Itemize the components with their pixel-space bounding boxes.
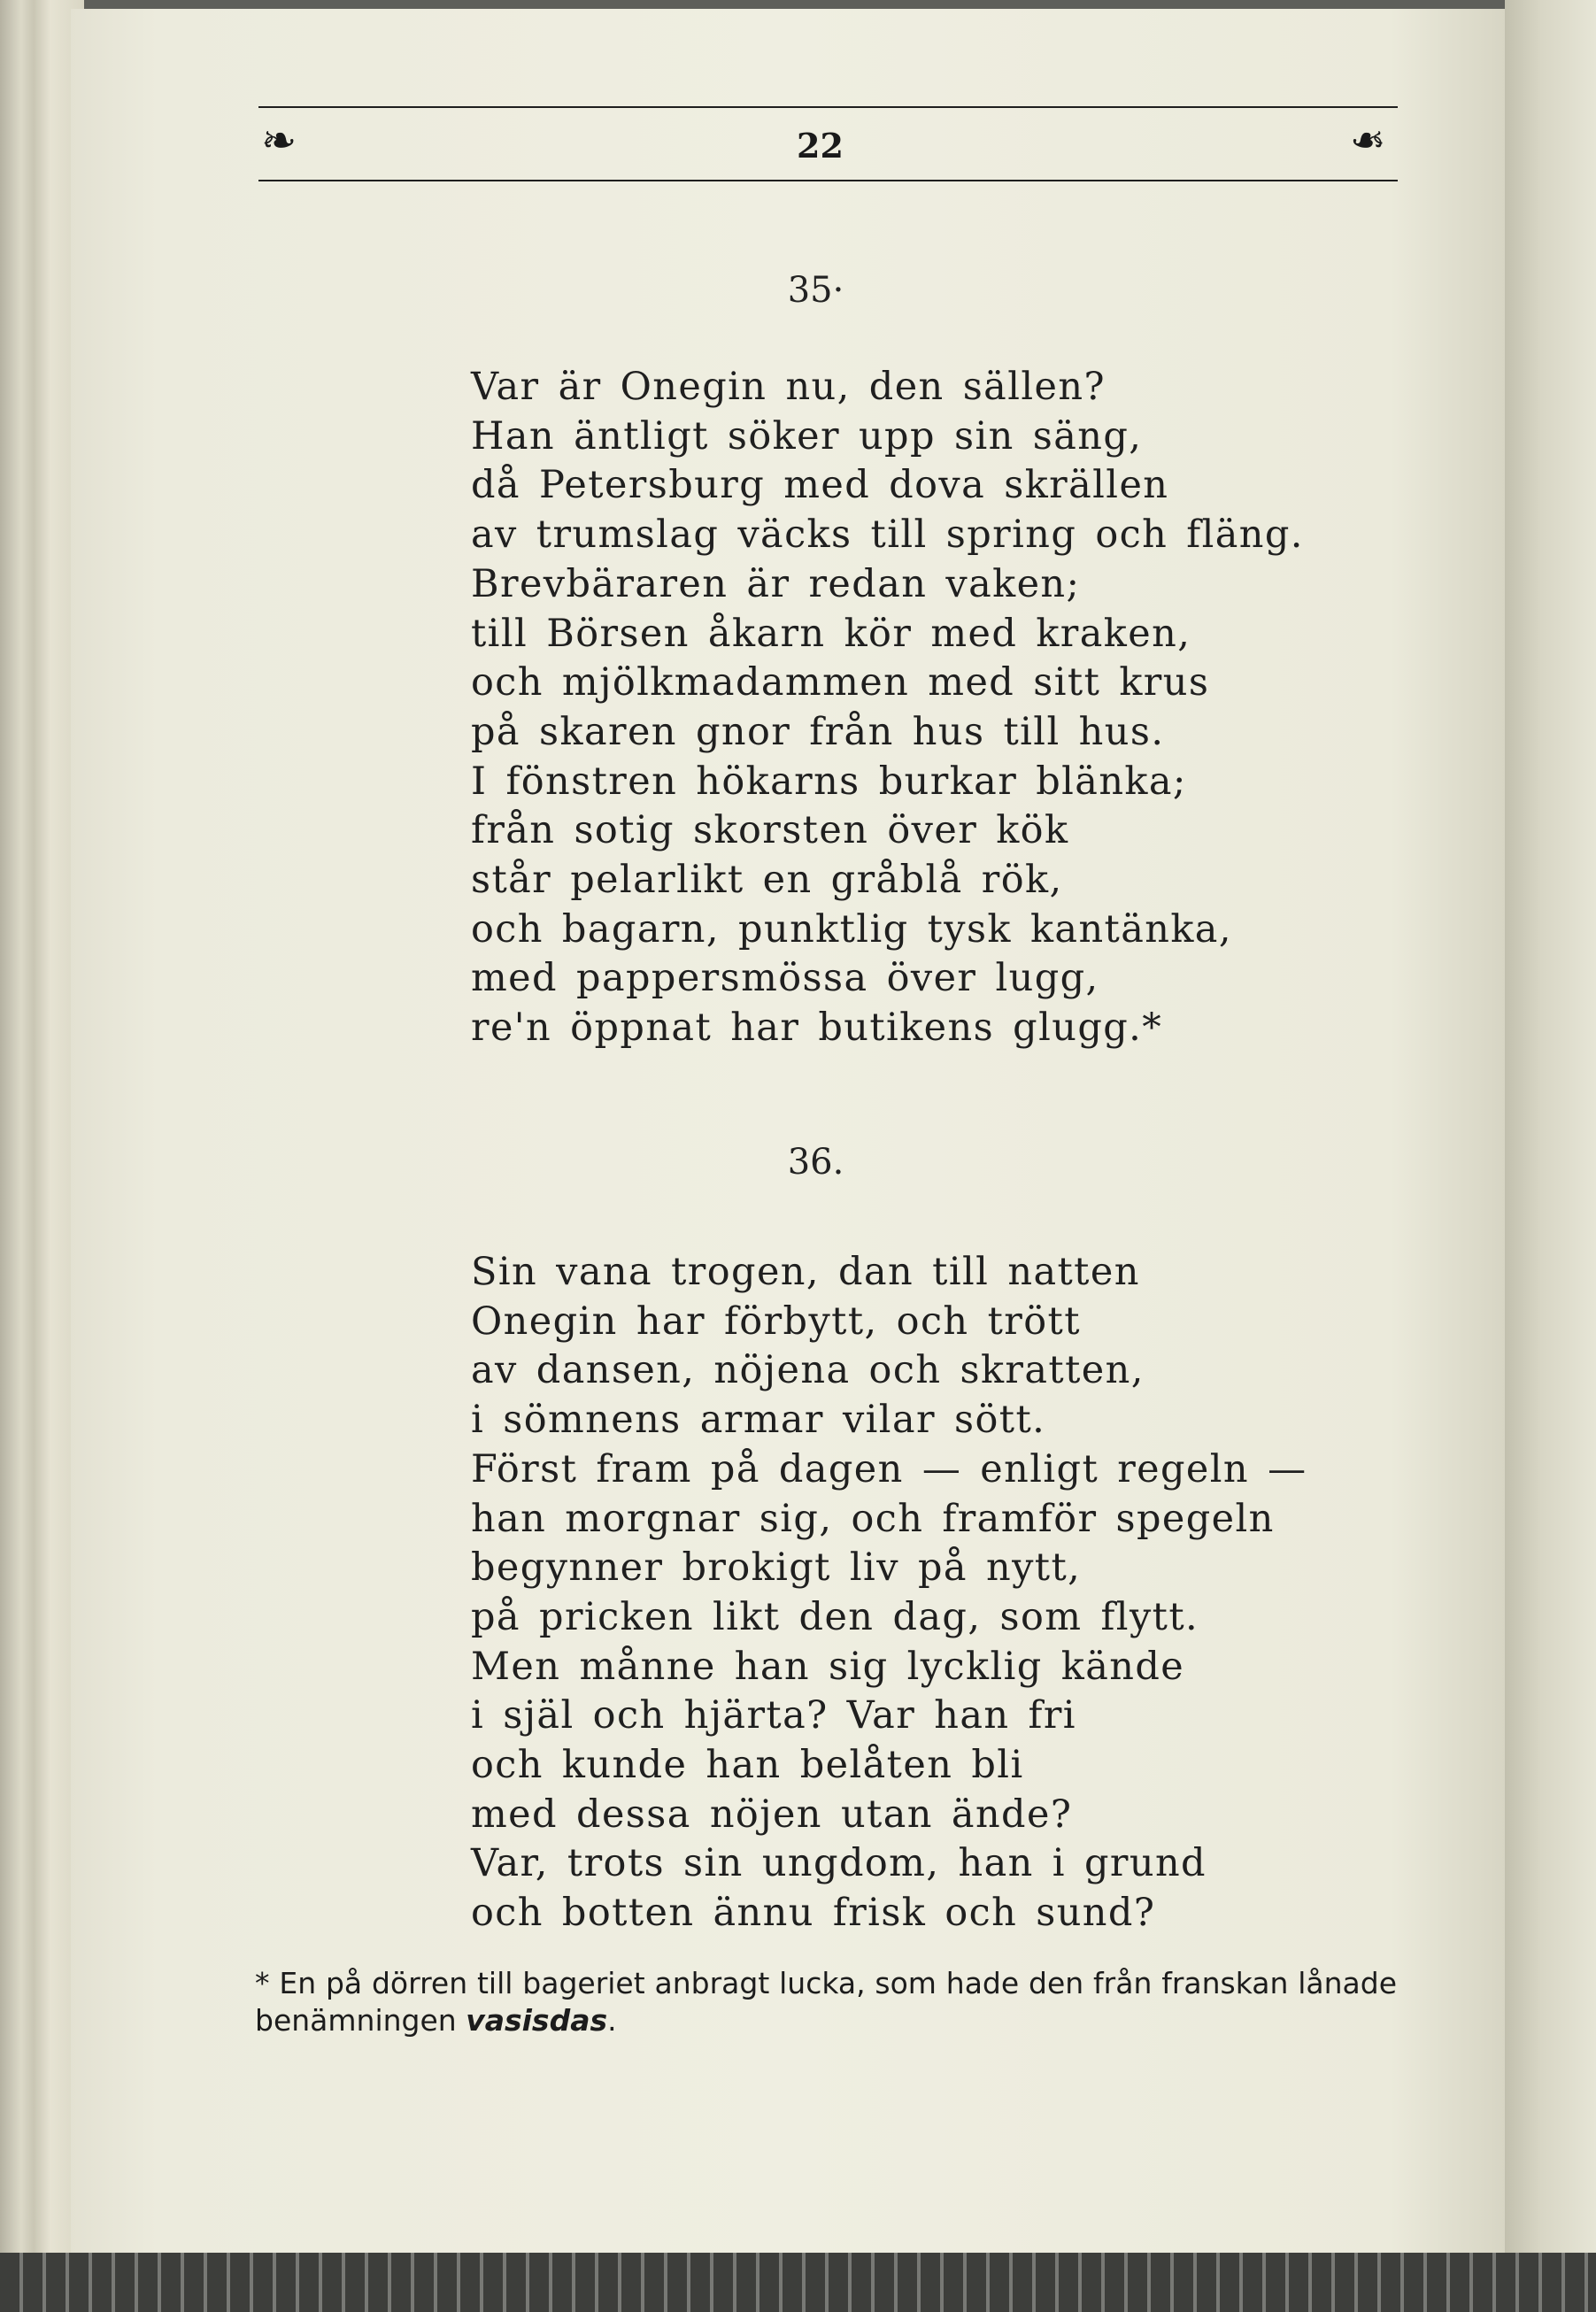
header-rule-bottom <box>258 180 1398 181</box>
verse-line: re'n öppnat har butikens glugg.* <box>471 1006 1163 1051</box>
footnote-text: * En på dörren till bageriet anbragt lucka, som hade den från franskan lånade benämningen <box>255 1966 1397 2038</box>
verse-line: från sotig skorsten över kök <box>471 808 1069 853</box>
verse-line: i sömnens armar vilar sött. <box>471 1398 1046 1443</box>
scanner-background-strip <box>0 2253 1596 2312</box>
verse-line: och botten ännu frisk och sund? <box>471 1891 1156 1936</box>
verse-line: och mjölkmadammen med sitt krus <box>471 660 1210 705</box>
stanza-number-36: 36. <box>787 1142 844 1183</box>
verse-line: står pelarlikt en gråblå rök, <box>471 858 1063 903</box>
verse-line: och kunde han belåten bli <box>471 1743 1024 1788</box>
verse-line: Var, trots sin ungdom, han i grund <box>471 1841 1207 1886</box>
verse-line: Men månne han sig lycklig kände <box>471 1644 1185 1689</box>
verse-line: han morgnar sig, och framför spegeln <box>471 1496 1275 1541</box>
verse-line: då Petersburg med dova skrällen <box>471 463 1169 508</box>
verse-line: på skaren gnor från hus till hus. <box>471 709 1165 754</box>
footnote <box>255 1965 1397 2039</box>
verse-line: Onegin har förbytt, och trött <box>471 1299 1081 1344</box>
verse-line: i själ och hjärta? Var han fri <box>471 1693 1076 1738</box>
verse-line: till Börsen åkarn kör med kraken, <box>471 611 1191 656</box>
ornament-left-icon: ❧ <box>261 116 297 166</box>
verse-line: av trumslag väcks till spring och fläng. <box>471 512 1304 558</box>
verse-line: I fönstren hökarns burkar blänka; <box>471 759 1187 804</box>
stanza-35 <box>471 363 1304 1053</box>
verse-line: begynner brokigt liv på nytt, <box>471 1545 1082 1591</box>
verse-line: med dessa nöjen utan ände? <box>471 1792 1073 1837</box>
page-number: 22 <box>797 126 844 166</box>
verse-line: Han äntligt söker upp sin säng, <box>471 413 1143 459</box>
ornament-right-icon: ❧ <box>1350 116 1386 166</box>
footnote-end: . <box>607 2003 617 2038</box>
verse-line: på pricken likt den dag, som flytt. <box>471 1594 1199 1639</box>
footnote-term: vasisdas <box>466 2003 608 2038</box>
verse-line: Var är Onegin nu, den sällen? <box>471 365 1106 409</box>
header-rule-top <box>258 106 1398 108</box>
verse-line: av dansen, nöjena och skratten, <box>471 1348 1145 1393</box>
verse-line: Brevbäraren är redan vaken; <box>471 561 1081 606</box>
verse-line: med pappersmössa över lugg, <box>471 956 1099 1001</box>
stanza-36 <box>471 1248 1307 1938</box>
stanza-number-35: 35· <box>787 270 844 311</box>
verse-line: Sin vana trogen, dan till natten <box>471 1250 1140 1294</box>
verse-line: och bagarn, punktlig tysk kantänka, <box>471 906 1232 952</box>
verse-line: Först fram på dagen — enligt regeln — <box>471 1446 1307 1491</box>
